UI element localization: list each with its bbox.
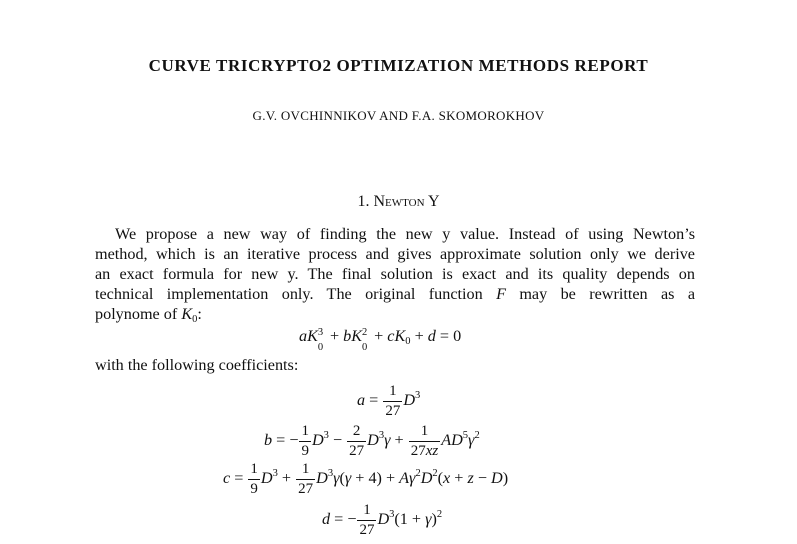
coefficient-b-equation: b = − $\frac{1}{9}$ $D^3$ − $\frac{2}{27}$ $D^3\gamma$ + $\frac{1}{27xz}$ $AD^5\gamma^2$ bbox=[264, 423, 480, 459]
paragraph-line-4-tail: may be rewritten as a bbox=[519, 285, 696, 303]
coefficients-intro: with the following coefficients: bbox=[95, 356, 299, 374]
paragraph-line-4-text: technical implementation only. The original function bbox=[95, 285, 483, 303]
paper-title: CURVE TRICRYPTO2 OPTIMIZATION METHODS REPORT bbox=[148, 56, 649, 75]
paragraph-line-1: We propose a new way of finding the new y value. Instead of using Newton’s bbox=[115, 225, 695, 243]
coefficient-a-equation: a = $\frac{1}{27}$ $D^3$ bbox=[357, 383, 421, 419]
section-number: 1. bbox=[357, 193, 370, 210]
paragraph-line-2: method, which is an iterative process and gives approximate solution only we derive bbox=[95, 245, 695, 263]
section-heading bbox=[0, 193, 797, 211]
polynome-variable-sub: 0 bbox=[192, 314, 198, 325]
paragraph-line-4 bbox=[95, 284, 695, 304]
paragraph-line-5 bbox=[95, 304, 695, 324]
paragraph-line-5-text: polynome of bbox=[95, 305, 178, 323]
coefficient-c-equation: c = $\frac{1}{9}$ $D^3$ + $\frac{1}{27}$ $D^3\gamma(\gamma + 4) + A\gamma^2D^2(x + z - D)$ bbox=[223, 461, 509, 497]
function-symbol: F bbox=[496, 285, 506, 303]
cubic-equation: aK 3 0 + bK 2 0 + $cK_0 + d = 0$ bbox=[299, 327, 462, 353]
paragraph-colon: : bbox=[197, 305, 202, 323]
section-name: Newton Y bbox=[373, 193, 440, 210]
paper-authors: G.V. OVCHINNIKOV AND F.A. SKOMOROKHOV bbox=[252, 108, 545, 123]
polynome-variable: K bbox=[181, 305, 193, 323]
paragraph-line-3: an exact formula for new y. The final solution is exact and its quality depends on bbox=[95, 265, 695, 283]
intro-paragraph bbox=[95, 224, 695, 324]
coefficient-d-equation: d = − $\frac{1}{27}$ $D^3(1 + \gamma)^2$ bbox=[322, 502, 443, 538]
